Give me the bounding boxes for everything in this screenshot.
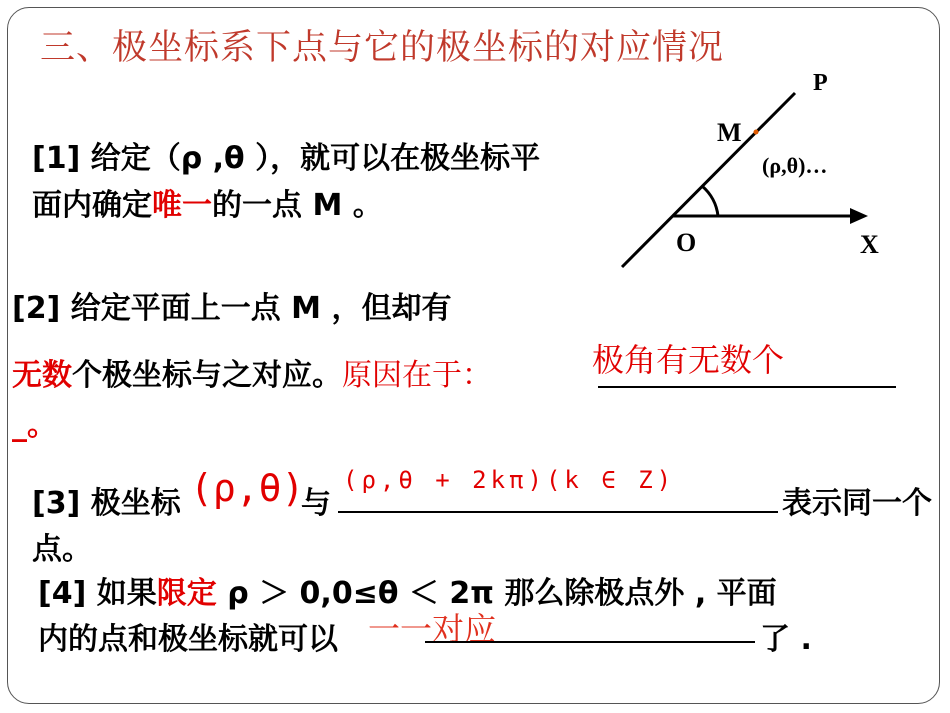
item2-tail: _。: [12, 408, 57, 443]
item3-mid: 与: [301, 486, 331, 521]
item2-line2-post: 个极坐标与之对应。: [72, 358, 342, 393]
polar-diagram: [600, 60, 900, 280]
angle-arc: [702, 186, 718, 216]
item3-coord: (ρ,θ): [190, 466, 305, 510]
label-o: O: [676, 228, 697, 257]
slide-title: 三、极坐标系下点与它的极坐标的对应情况: [40, 28, 725, 68]
ray-op: [622, 93, 795, 267]
label-x: X: [860, 230, 879, 259]
point-m: [754, 130, 759, 135]
item4-line2-post: 了 .: [760, 622, 812, 657]
item2-answer: 极角有无数个: [592, 341, 785, 379]
item3-suffix: 表示同一个: [782, 486, 932, 521]
item2-highlight: 无数: [12, 358, 72, 393]
label-coords: (ρ,θ)…: [762, 153, 828, 178]
item1-line2: [32, 180, 383, 224]
item4-answer: 一一对应: [368, 610, 497, 648]
item3-answer-blank: [338, 511, 778, 513]
item2-line2: [12, 350, 492, 394]
item4-highlight: 限定: [156, 576, 217, 611]
label-p: P: [813, 70, 828, 96]
item4-line1-post: ρ ＞ 0,0≤θ ＜ 2π 那么除极点外 , 平面: [216, 576, 777, 611]
item2-answer-blank: [598, 386, 896, 388]
item4-answer-blank: [425, 641, 755, 643]
item4-line1-pre: [4] 如果: [38, 576, 157, 611]
item1-line2-post: 的一点 M 。: [212, 188, 383, 223]
polar-axis-arrow: [850, 208, 868, 224]
item4-line2-pre: 内的点和极坐标就可以: [38, 622, 338, 657]
item1-line1: [1] 给定（ρ ,θ ），就可以在极坐标平: [32, 141, 541, 176]
item1-line2-pre: 面内确定: [32, 188, 152, 223]
item2-reason-label: 原因在于：: [342, 358, 492, 393]
item1-highlight: 唯一: [152, 188, 212, 223]
item3-prefix: [3] 极坐标: [32, 486, 181, 521]
item3-answer: (ρ,θ + 2kπ)(k ∈ Z): [343, 466, 676, 494]
item3-line2: 点。: [32, 532, 92, 567]
label-m: M: [717, 118, 742, 147]
item2-line1: [2] 给定平面上一点 M ，但却有: [12, 291, 452, 326]
